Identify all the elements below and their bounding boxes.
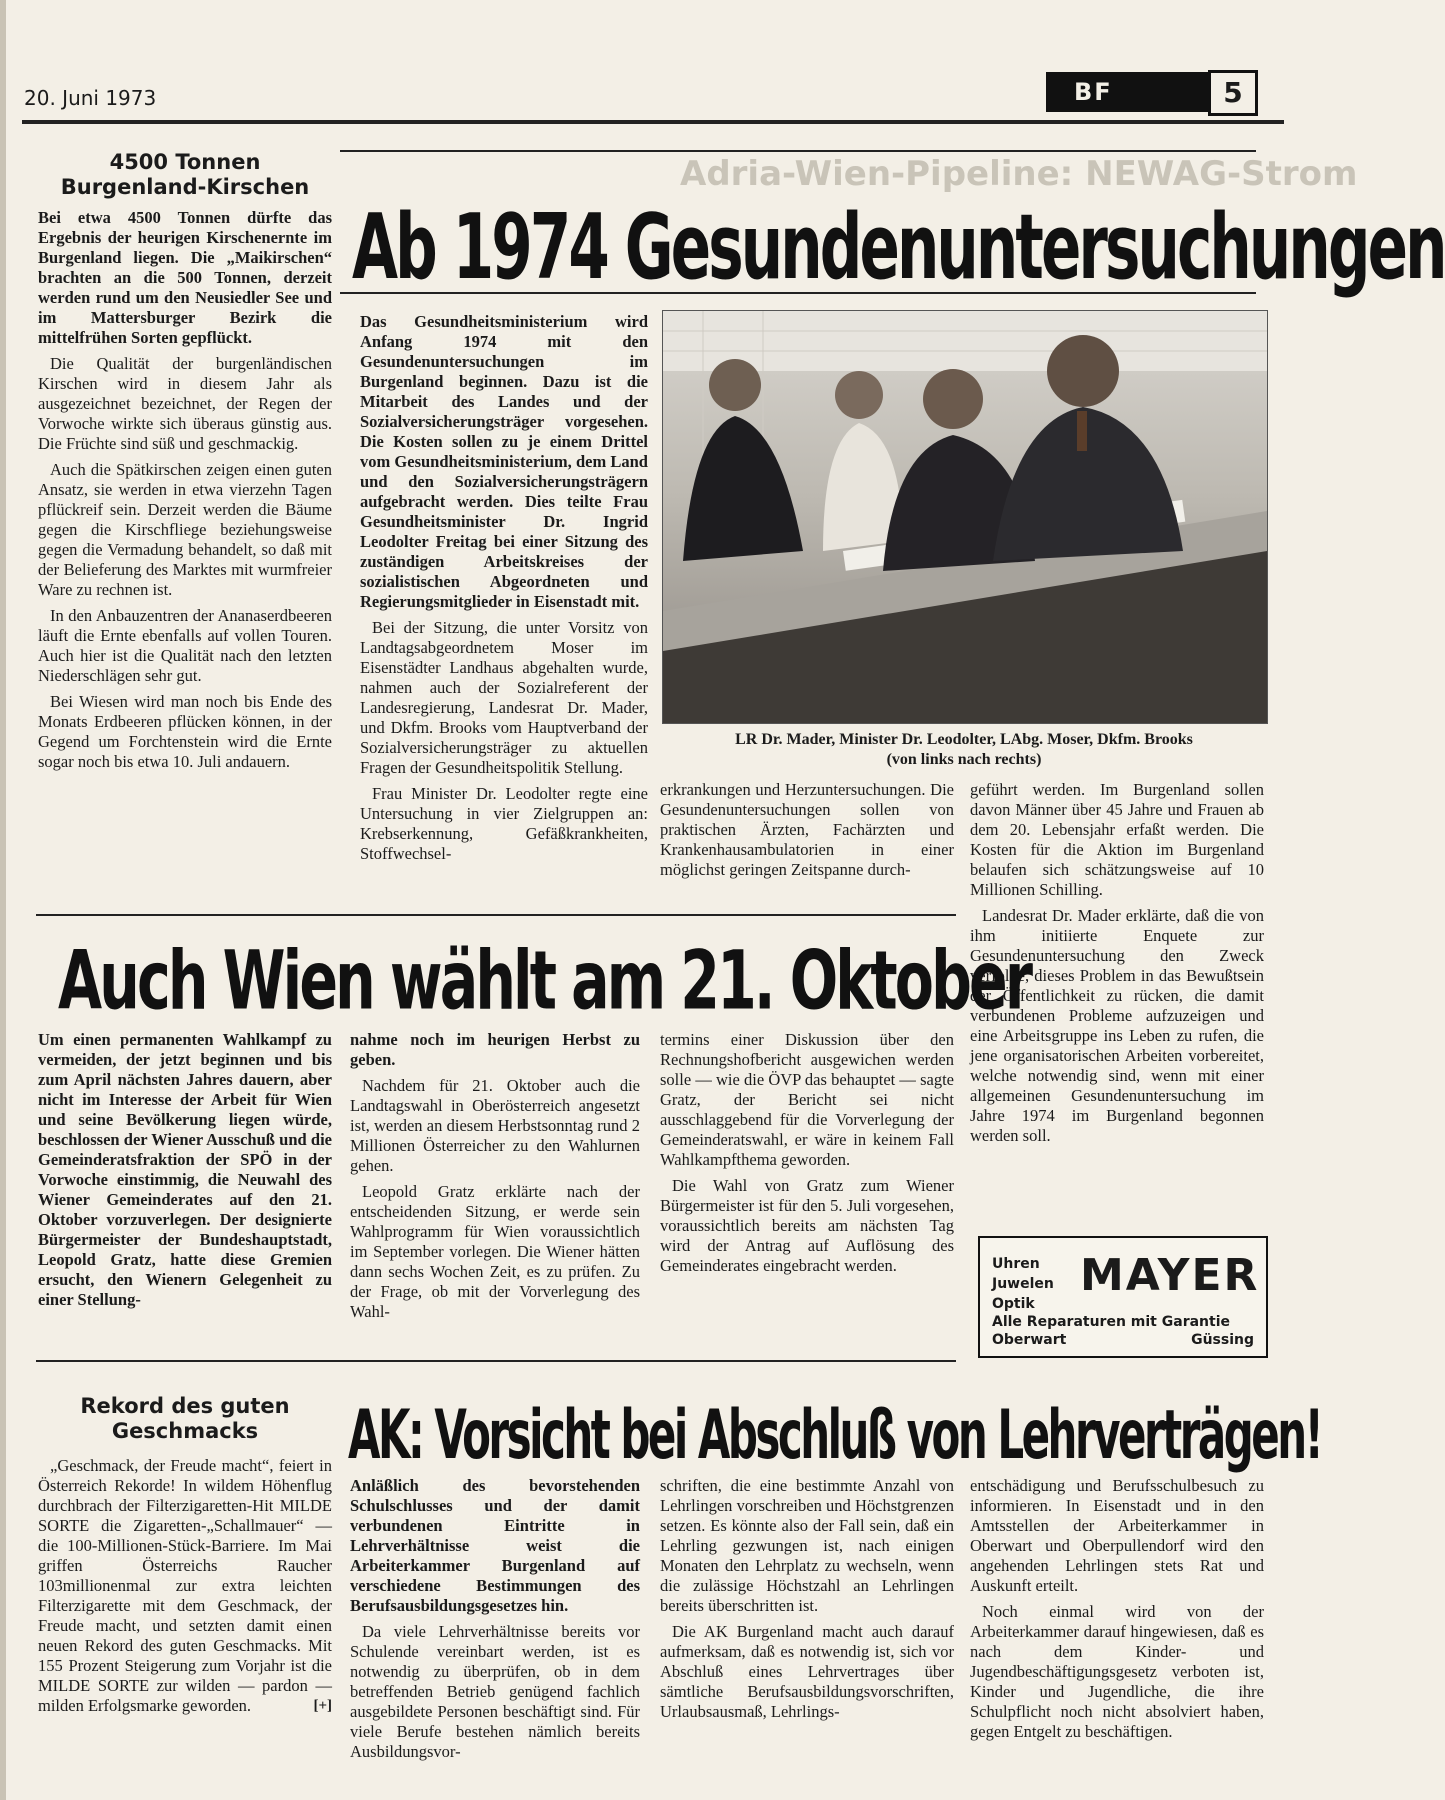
gesundheit-paragraph: erkrankungen und Herzuntersuchungen. Die Gesundenuntersuchungen sollen von praktischen Ärzten, Fachärzten und Krankenhausambulatorien in einer möglichst geringen Zeitspanne durch- <box>660 780 954 879</box>
kirschen-title-2: Burgenland-Kirschen <box>60 175 310 199</box>
ak-paragraph: Die AK Burgenland macht auch darauf aufmerksam, daß es notwendig ist, sich vor Abschluß eines Lehrvertrages über sämtliche Berufsausbildungsvorschriften, Urlaubsausmaß, Lehrlings- <box>660 1622 954 1721</box>
kirschen-title-1: 4500 Tonnen <box>109 150 261 174</box>
rekord-article <box>38 1394 332 1716</box>
mayer-ad <box>978 1236 1268 1358</box>
meeting-photo <box>662 310 1268 724</box>
ad-brand: MAYER <box>1080 1250 1260 1301</box>
gesundheit-paragraph: Landesrat Dr. Mader erklärte, daß die von ihm initiierte Enquete zur Gesundenuntersuchung den Zweck verfolge, dieses Problem in das Bewußtsein der Öffentlichkeit zu rücken, die damit verbundenen Probleme aufzuzeigen und eine Arbeitsgruppe ins Leben zu rufen, die jene organisatorischen Arbeiten vorbereitet, welche notwendig sind, wenn mit einer allgemeinen Gesundenuntersuchung im Jahre 1974 im Burgenland begonnen werden soll. <box>970 906 1264 1145</box>
gesundheit-headline-box <box>340 150 1445 300</box>
gesundheit-paragraph: geführt werden. Im Burgenland sollen davon Männer über 45 Jahre und Frauen ab dem 20. Lebensjahr erfaßt werden. Die Kosten für die Aktion im Burgenland belaufen sich schätzungsweise auf 10 Millionen Schilling. <box>970 780 1264 899</box>
kirschen-paragraph: Die Qualität der burgenländischen Kirschen wird in diesem Jahr als ausgezeichnet bezeichnet, der Regen der Vorwoche wirkte sich überaus günstig aus. Die Früchte sind süß und geschmackig. <box>38 354 332 453</box>
kirschen-lead: Bei etwa 4500 Tonnen dürfte das Ergebnis der heurigen Kirschenernte im Burgenland liegen. Die „Maikirschen“ brachten an die 500 Tonnen, derzeit werden rund um den Neusiedler See und im Mattersburger Bezirk die mittelfrühen Sorten gepflückt. <box>38 208 332 347</box>
page-edge <box>0 0 6 1800</box>
gesundheit-col1 <box>360 312 648 870</box>
wien-bottom-rule <box>36 1360 956 1362</box>
meeting-photo-drawing <box>663 311 1267 723</box>
wien-paragraph: Die Wahl von Gratz zum Wiener Bürgermeister ist für den 5. Juli vorgesehen, voraussichtlich bereits am nächsten Tag wird der Antrag auf Auflösung des Gemeinderates eingebracht werden. <box>660 1176 954 1275</box>
wien-top-rule <box>36 914 956 916</box>
gesundheit-paragraph: Bei der Sitzung, die unter Vorsitz von Landtagsabgeordnetem Moser im Eisenstädter Landhaus abgehalten wurde, nahmen auch der Sozialreferent der Landesregierung, Landesrat Dr. Mader, und Dkfm. Brooks vom Hauptverband der Sozialversicherungsträger zu aktuellen Fragen der Gesundheitspolitik Stellung. <box>360 618 648 777</box>
gesundheit-headline: Ab 1974 Gesundenuntersuchungen <box>352 194 1445 300</box>
ad-city-right: Güssing <box>1191 1332 1254 1348</box>
logo-text: BF <box>1074 78 1113 106</box>
wien-col3 <box>660 1030 954 1282</box>
gesundheit-paragraph: Frau Minister Dr. Leodolter regte eine Untersuchung in vier Zielgruppen an: Krebserkennung, Gefäßkrankheiten, Stoffwechsel- <box>360 784 648 863</box>
wien-col2 <box>350 1030 640 1328</box>
ak-paragraph: entschädigung und Berufsschulbesuch zu informieren. In Eisenstadt und in den Amtsstellen der Arbeiterkammer in Oberwart und Oberpullendorf wird den angehenden Lehrlingen stets Rat und Auskunft erteilt. <box>970 1476 1264 1595</box>
ad-tagline: Alle Reparaturen mit Garantie <box>992 1314 1230 1330</box>
kirschen-paragraph: Bei Wiesen wird man noch bis Ende des Monats Erdbeeren pflücken können, in der Gegend um Forchtenstein wird die Ernte sogar noch bis etwa 10. Juli andauern. <box>38 692 332 771</box>
ak-paragraph: schriften, die eine bestimmte Anzahl von Lehrlingen vorschreiben und Höchstgrenzen setzen. Es könnte also der Fall sein, daß ein Lehrling gezwungen ist, nach einigen Monaten den Lehrplatz zu wechseln, wenn die zulässige Höchstzahl an Lehrlingen bereits überschritten ist. <box>660 1476 954 1615</box>
issue-date: 20. Juni 1973 <box>24 86 157 110</box>
rekord-title-2: Geschmacks <box>111 1419 259 1443</box>
gesundheit-lead: Das Gesundheitsministerium wird Anfang 1974 mit den Gesundenuntersuchungen im Burgenland beginnen. Dazu ist die Mitarbeit des Landes und der Sozialversicherungsträger vorgesehen. Die Kosten sollen zu je einem Drittel vom Gesundheitsministerium, dem Land und den Sozialversicherungsträgern aufgebracht werden. Dies teilte Frau Gesundheitsminister Dr. Ingrid Leodolter Freitag bei einer Sitzung des zuständigen Arbeitskreises der sozialistischen Abgeordneten und Regierungsmitglieder in Eisenstadt mit. <box>360 312 648 611</box>
rekord-mark: [+] <box>313 1698 332 1714</box>
wien-lead: Um einen permanenten Wahlkampf zu vermeiden, der jetzt beginnen und bis zum April nächsten Jahres dauern, aber nicht im Interesse der Arbeit für Wien und seine Bevölkerung liegen würde, beschlossen der Wiener Ausschuß und die Gemeinderatsfraktion der SPÖ in der Vorwoche einstimmig, die Neuwahl des Wiener Gemeinderates auf den 21. Oktober vorzuverlegen. Der designierte Bürgermeister der Bundeshauptstadt, Leopold Gratz, hatte diese Gremien ersucht, den Wienern Gelegenheit zu einer Stellung- <box>38 1030 332 1309</box>
wien-headline: Auch Wien wählt am 21. Oktober <box>58 934 1031 1029</box>
ak-col2 <box>660 1476 954 1728</box>
masthead-logo <box>1046 72 1216 112</box>
ak-lead: Anläßlich des bevorstehenden Schulschlusses und der damit verbundenen Eintritte in Lehrverhältnisse weist die Arbeiterkammer Burgenland auf verschiedene Bestimmungen des Berufsausbildungsgesetzes hin. <box>350 1476 640 1615</box>
kirschen-article <box>38 150 332 778</box>
wien-paragraph: Nachdem für 21. Oktober auch die Landtagswahl in Oberösterreich angesetzt ist, werden an diesem Herbstsonntag rund 2 Millionen Österreicher zu den Wahlurnen gehen. <box>350 1076 640 1175</box>
wien-col2-lead: nahme noch im heurigen Herbst zu geben. <box>350 1030 640 1069</box>
kirschen-paragraph: In den Anbauzentren der Ananaserdbeeren läuft die Ernte ebenfalls auf vollen Touren. Auch hier ist die Qualität nach den letzten Niederschlägen sehr gut. <box>38 606 332 685</box>
wien-paragraph: Leopold Gratz erklärte nach der entscheidenden Sitzung, er werde sein Wahlprogramm für Wien voraussichtlich im September vorlegen. Die Wiener hätten dann sechs Wochen Zeit, es zu prüfen. Zu der Frage, ob mit der Vorverlegung des Wahl- <box>350 1182 640 1321</box>
header-rule <box>22 120 1284 124</box>
ak-col3 <box>970 1476 1264 1748</box>
ad-line-optik: Optik <box>992 1296 1035 1312</box>
kirschen-paragraph: Auch die Spätkirschen zeigen einen guten Ansatz, sie werden in etwa vierzehn Tagen pflückreif sein. Derzeit werden die Bäume gegen die Kirschfliege beziehungsweise gegen die Vermadung behandelt, so daß mit der Belieferung des Marktes mit wurmfreier Ware zu rechnen ist. <box>38 460 332 599</box>
ad-line-juwelen: Juwelen <box>992 1276 1054 1292</box>
rekord-body: „Geschmack, der Freude macht“, feiert in Österreich Rekorde! In wildem Höhenflug durchbrach der Filterzigaretten-Hit MILDE SORTE die Zigaretten-„Schallmauer“ — die 100-Millionen-Stück-Barriere. Im Mai griffen Österreichs Raucher 103millionenmal zur extra leichten Filterzigarette mit dem Geschmack, der Freude macht, und setzten damit einen neuen Rekord des guten Geschmacks. Mit 155 Prozent Steigerung zum Vorjahr ist die MILDE SORTE zur wilden — pardon — milden Erfolgsmarke geworden. <box>38 1456 332 1715</box>
ak-col1 <box>350 1476 640 1768</box>
photo-caption <box>662 730 1266 770</box>
caption-line-2: (von links nach rechts) <box>886 751 1042 768</box>
ak-headline: AK: Vorsicht bei Abschluß von Lehrverträgen! <box>348 1396 1322 1475</box>
ak-paragraph: Da viele Lehrverhältnisse bereits vor Schulende vereinbart werden, ist es notwendig zu überprüfen, ob in dem betreffenden Betrieb genügend fachlich ausgebildete Personen beschäftigt sind. Für viele Berufe bestehen nämlich bereits Ausbildungsvor- <box>350 1622 640 1761</box>
gesundheit-col2 <box>660 780 954 886</box>
wien-col1 <box>38 1030 332 1316</box>
ak-paragraph: Noch einmal wird von der Arbeiterkammer darauf hingewiesen, daß es nach dem Kinder- und Jugendbeschäftigungsgesetz verboten ist, Kinder und Jugendliche, die ihre Schulpflicht noch nicht absolviert haben, gegen Entgelt zu beschäftigen. <box>970 1602 1264 1741</box>
ad-line-uhren: Uhren <box>992 1256 1040 1272</box>
page-number: 5 <box>1208 70 1258 116</box>
caption-line-1: LR Dr. Mader, Minister Dr. Leodolter, LAbg. Moser, Dkfm. Brooks <box>735 731 1193 748</box>
rekord-title-1: Rekord des guten <box>80 1394 290 1418</box>
ad-city-left: Oberwart <box>992 1332 1067 1348</box>
wien-paragraph: termins einer Diskussion über den Rechnungshofbericht ausgewichen werden solle — wie die ÖVP das behauptet — sagte Gratz, der Bericht sei nicht ausschlaggebend für die Vorverlegung der Gemeinderatswahl, er wäre in keinem Fall Wahlkampfthema geworden. <box>660 1030 954 1169</box>
ghost-text: Adria-Wien-Pipeline: NEWAG-Strom <box>680 154 1358 194</box>
